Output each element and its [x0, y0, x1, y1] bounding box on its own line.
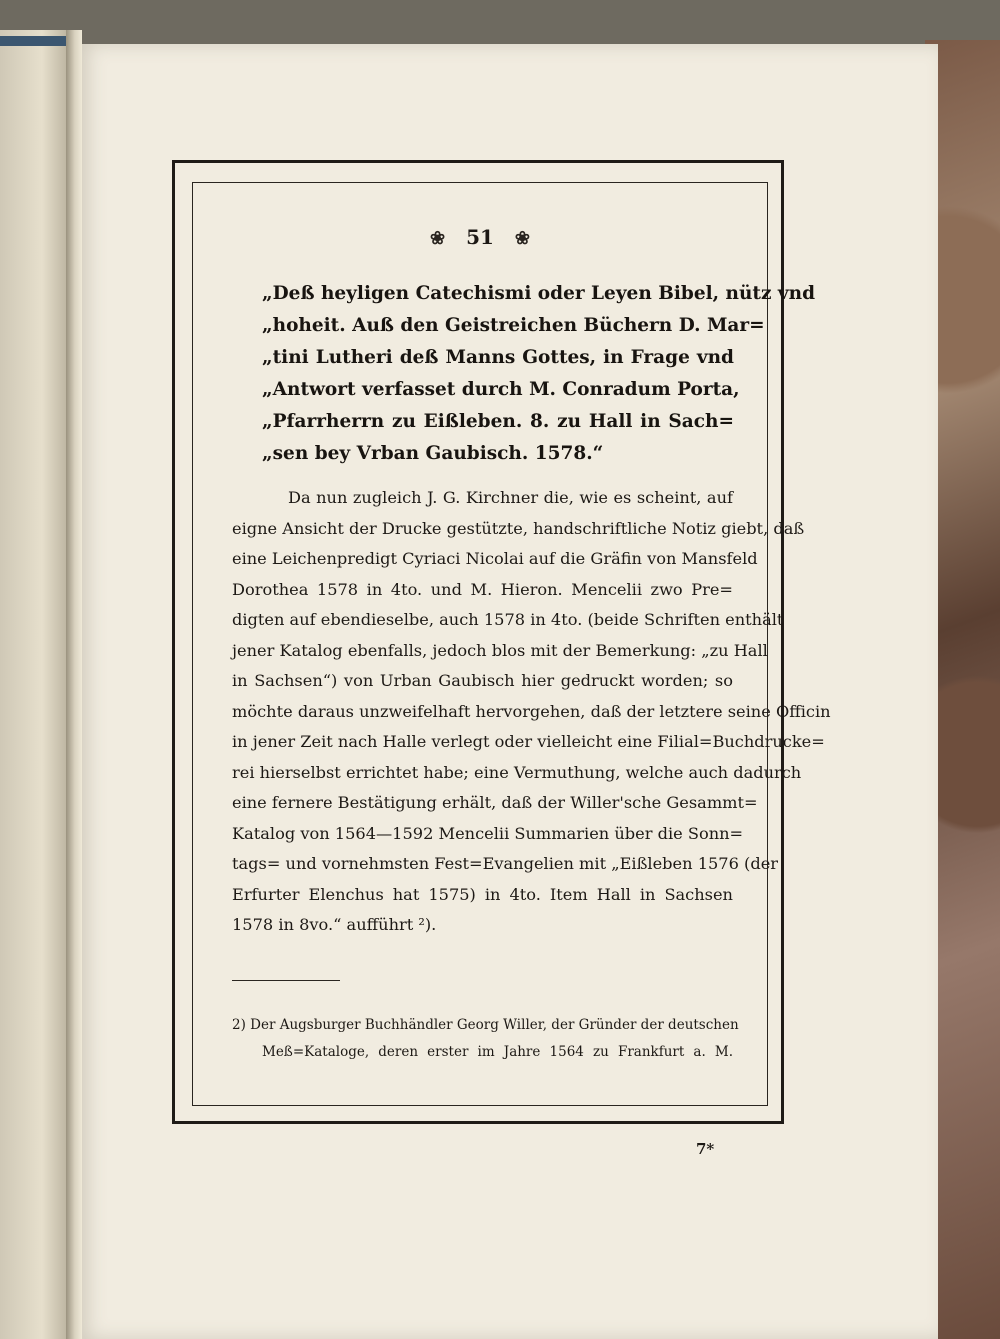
page-number: 51 — [466, 225, 494, 249]
body-line: digten auf ebendieselbe, auch 1578 in 4to. (beide Schriften enthält — [232, 610, 784, 629]
left-ornament-icon: ❀ — [430, 228, 446, 249]
body-line: tags= und vornehmsten Fest=Evangelien mit „Eißleben 1576 (der — [232, 854, 779, 873]
quoted-book-title — [262, 278, 816, 470]
title-line: „hoheit. Auß den Geistreichen Büchern D. Mar= — [262, 315, 765, 336]
body-line: eigne Ansicht der Drucke gestützte, handschriftliche Notiz giebt, daß — [232, 518, 805, 538]
page-header — [192, 225, 768, 249]
body-line: Dorothea 1578 in 4to. und M. Hieron. Mencelii zwo Pre= — [232, 579, 733, 599]
signature-mark: 7* — [696, 1140, 715, 1158]
book-gutter — [66, 30, 82, 1339]
title-line: „sen bey Vrban Gaubisch. 1578.“ — [262, 443, 604, 464]
body-line: eine Leichenpredigt Cyriaci Nicolai auf die Gräfin von Mansfeld — [232, 549, 758, 568]
footnote-line: Meß=Kataloge, deren erster im Jahre 1564 zu Frankfurt a. M. — [262, 1044, 733, 1060]
body-paragraph — [232, 483, 831, 941]
body-line: möchte daraus unzweifelhaft hervorgehen, daß der letztere seine Officin — [232, 701, 831, 721]
body-line: Da nun zugleich J. G. Kirchner die, wie es scheint, auf — [288, 488, 733, 507]
title-line: „Antwort verfasset durch M. Conradum Porta, — [262, 379, 740, 400]
footnote — [232, 1012, 739, 1066]
body-line: 1578 in 8vo.“ aufführt ²). — [232, 915, 437, 934]
title-line: „Pfarrherrn zu Eißleben. 8. zu Hall in Sach= — [262, 411, 734, 432]
body-line: Erfurter Elenchus hat 1575) in 4to. Item Hall in Sachsen — [232, 884, 733, 904]
footnote-line: 2) Der Augsburger Buchhändler Georg Willer, der Gründer der deutschen — [232, 1017, 739, 1033]
right-ornament-icon: ❀ — [514, 228, 530, 249]
title-line: „Deß heyligen Catechismi oder Leyen Bibel, nütz vnd — [262, 283, 816, 304]
left-cover-edge — [0, 36, 70, 46]
left-page-edge — [0, 30, 70, 1339]
body-line: eine fernere Bestätigung erhält, daß der Willer'sche Gesammt= — [232, 793, 758, 812]
footnote-separator — [232, 980, 340, 981]
body-line: in jener Zeit nach Halle verlegt oder vielleicht eine Filial=Buchdrucke= — [232, 732, 825, 751]
title-line: „tini Lutheri deß Manns Gottes, in Frage vnd — [262, 347, 734, 368]
body-line: rei hierselbst errichtet habe; eine Vermuthung, welche auch dadurch — [232, 762, 802, 782]
body-line: in Sachsen“) von Urban Gaubisch hier gedruckt worden; so — [232, 671, 733, 690]
body-line: Katalog von 1564—1592 Mencelii Summarien über die Sonn= — [232, 823, 744, 843]
body-line: jener Katalog ebenfalls, jedoch blos mit der Bemerkung: „zu Hall — [232, 640, 768, 660]
